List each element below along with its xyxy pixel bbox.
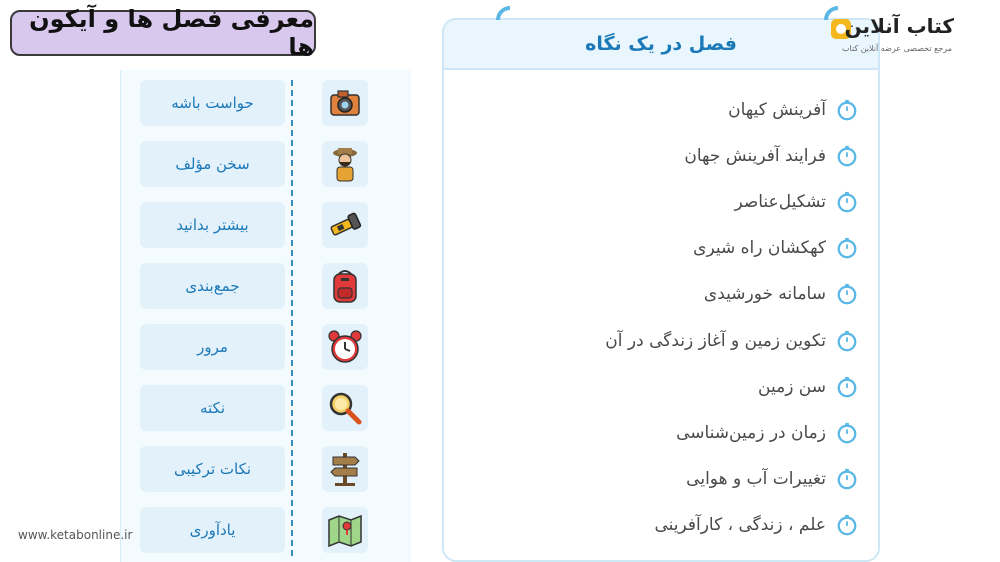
clock-icon	[836, 422, 858, 444]
alarm-clock-icon	[322, 324, 368, 370]
chapter-item[interactable]	[734, 187, 858, 217]
chapter-item[interactable]	[686, 464, 858, 494]
backpack-icon	[322, 263, 368, 309]
legend-row	[140, 507, 394, 553]
clock-icon	[836, 145, 858, 167]
flashlight-icon	[322, 202, 368, 248]
logo-name: کتاب آنلاین	[844, 14, 954, 38]
clock-icon	[836, 514, 858, 536]
legend-row	[140, 324, 394, 370]
chapter-item-label: تغییرات آب و هوایی	[686, 469, 826, 489]
logo-tagline: مرجع تخصصی عرضه آنلاین کتاب	[841, 44, 952, 53]
chapter-item-label: زمان در زمین‌شناسی	[676, 423, 826, 443]
card-title: فصل در یک نگاه	[585, 33, 737, 55]
legend-row	[140, 385, 394, 431]
chapter-item-label: سن زمین	[758, 377, 826, 397]
chapter-item-label: کهکشان راه شیری	[693, 238, 826, 258]
chapter-item-label: فرایند آفرینش جهان	[684, 146, 826, 166]
legend-label: سخن مؤلف	[140, 141, 285, 187]
legend-label: نکات ترکیبی	[140, 446, 285, 492]
legend-label: نکته	[140, 385, 285, 431]
chapter-item-label: علم ، زندگی ، کارآفرینی	[654, 515, 826, 535]
website-url: www.ketabonline.ir	[18, 528, 133, 542]
legend-row	[140, 446, 394, 492]
clock-icon	[836, 330, 858, 352]
chapter-item-label: آفرینش کیهان	[728, 100, 826, 120]
chapter-item[interactable]	[684, 141, 858, 171]
chapter-item[interactable]	[654, 510, 858, 540]
page-title	[10, 5, 316, 61]
chapter-item[interactable]	[605, 326, 858, 356]
legend-label: یادآوری	[140, 507, 285, 553]
magnifier-icon	[322, 385, 368, 431]
chapter-item[interactable]	[693, 233, 858, 263]
map-icon	[322, 507, 368, 553]
legend-label: مرور	[140, 324, 285, 370]
legend-label: بیشتر بدانید	[140, 202, 285, 248]
chapter-item[interactable]	[676, 418, 858, 448]
clock-icon	[836, 99, 858, 121]
legend-row	[140, 263, 394, 309]
clock-icon	[836, 283, 858, 305]
chapter-item[interactable]	[704, 279, 858, 309]
camera-icon	[322, 80, 368, 126]
clock-icon	[836, 376, 858, 398]
chapter-item-label: تکوین زمین و آغاز زندگی در آن	[605, 331, 826, 351]
brand-logo[interactable]	[822, 14, 992, 58]
chapter-item[interactable]	[728, 95, 858, 125]
chapter-item[interactable]	[758, 372, 858, 402]
chapter-overview-card	[442, 18, 880, 562]
card-header	[444, 20, 878, 70]
legend-row	[140, 202, 394, 248]
explorer-icon	[322, 141, 368, 187]
chapter-item-label: سامانه خورشیدی	[703, 284, 826, 304]
chapter-item-label: تشکیل‌عناصر	[734, 192, 826, 212]
icon-legend-panel	[120, 70, 411, 562]
page-title-text: معرفی فصل ها و آیکون ها	[29, 5, 314, 61]
legend-row	[140, 141, 394, 187]
signpost-icon	[322, 446, 368, 492]
legend-row	[140, 80, 394, 126]
clock-icon	[836, 191, 858, 213]
legend-label: جمع‌بندی	[140, 263, 285, 309]
clock-icon	[836, 468, 858, 490]
clock-icon	[836, 237, 858, 259]
legend-label: حواست باشه	[140, 80, 285, 126]
